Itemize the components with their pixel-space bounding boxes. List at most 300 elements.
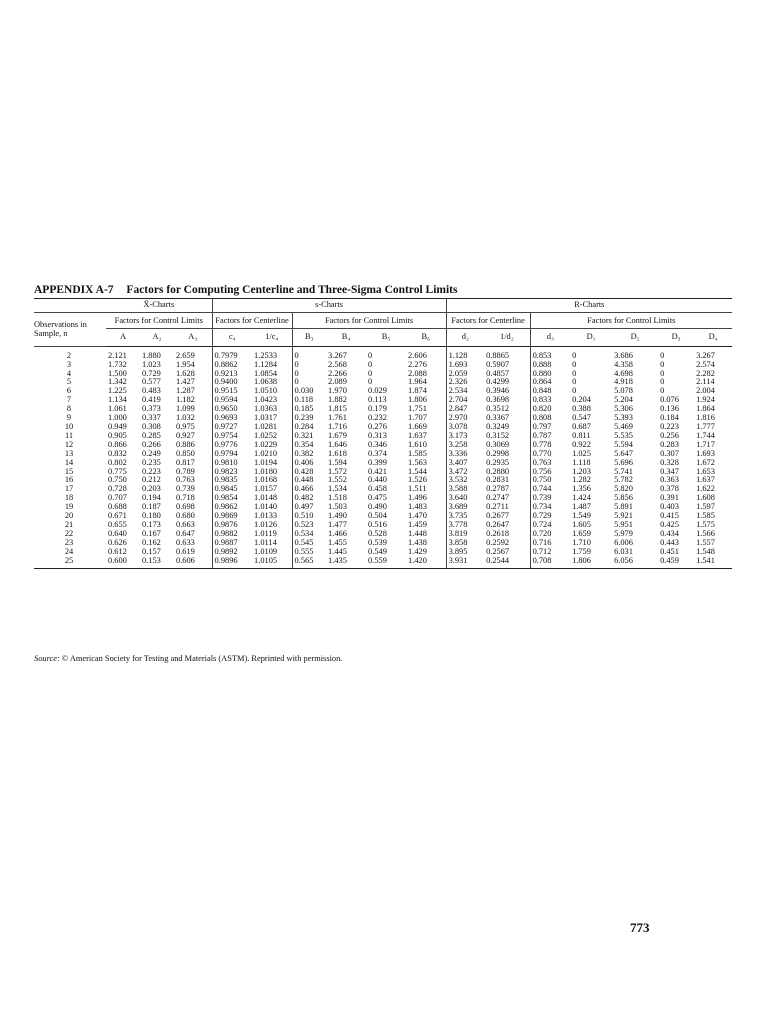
factor-cell: 2.659 <box>176 350 195 360</box>
factor-cell: 0.2647 <box>486 519 510 529</box>
factor-cell: 5.921 <box>614 511 633 521</box>
factor-cell: 1.025 <box>572 448 591 458</box>
factor-cell: 1.806 <box>408 395 427 405</box>
factor-cell: 0.239 <box>292 414 326 423</box>
factor-cell: 5.078 <box>614 386 633 396</box>
factor-cell: 5.306 <box>614 404 633 414</box>
factor-cell: 1.445 <box>328 546 347 556</box>
factor-cell: 0.763 <box>530 459 570 468</box>
factor-cell: 0.194 <box>142 493 161 503</box>
factor-cell: 0.4857 <box>486 368 510 378</box>
column-header: A₃ <box>174 328 212 346</box>
factor-cell: 0.347 <box>660 466 679 476</box>
factor-cell: 5.204 <box>614 395 633 405</box>
factor-cell: 5.951 <box>614 519 633 529</box>
factor-cell: 1.487 <box>572 502 591 512</box>
factor-cell: 0.577 <box>142 377 161 387</box>
factor-cell: 0.5907 <box>486 359 510 369</box>
factor-cell: 0.204 <box>572 395 591 405</box>
factor-cell: 0.8865 <box>486 350 510 360</box>
factor-cell: 2.326 <box>446 378 484 387</box>
factor-cell: 0.9515 <box>212 387 252 396</box>
factor-cell: 3.689 <box>446 503 484 512</box>
factor-cell: 0.337 <box>142 413 161 423</box>
factor-cell: 1.566 <box>696 528 715 538</box>
factor-cell: 2.970 <box>446 414 484 423</box>
factor-cell: 1.118 <box>572 457 591 467</box>
factor-cell: 2.004 <box>696 386 715 396</box>
factor-cell: 0 <box>292 370 326 379</box>
r-charts-header: R-Charts <box>446 299 732 313</box>
factor-cell: 0.750 <box>108 475 127 485</box>
factor-cell: 3.686 <box>614 350 633 360</box>
factor-cell: 1.880 <box>142 350 161 360</box>
factor-cell: 0.9892 <box>212 548 252 557</box>
factor-cell: 1.732 <box>108 359 127 369</box>
factor-cell: 0 <box>572 377 577 387</box>
control-limits-factor-table <box>34 298 732 569</box>
factor-cell: 1.669 <box>408 421 427 431</box>
factor-cell: 1.637 <box>696 475 715 485</box>
factor-cell: 3.407 <box>446 459 484 468</box>
s-limits-subheader: Factors for Control Limits <box>292 312 446 328</box>
r-limits-subheader: Factors for Control Limits <box>530 312 732 328</box>
factor-cell: 0.698 <box>176 502 195 512</box>
factor-cell: 0 <box>660 359 665 369</box>
factor-cell: 0 <box>292 346 326 360</box>
factor-cell: 1.225 <box>108 386 127 396</box>
factor-cell: 0.328 <box>660 457 679 467</box>
factor-cell: 1.874 <box>408 386 427 396</box>
factor-cell: 0.466 <box>292 485 326 494</box>
factor-cell: 0.030 <box>292 387 326 396</box>
factor-cell: 2.266 <box>328 368 347 378</box>
factor-cell: 0.284 <box>292 423 326 432</box>
column-header: D₃ <box>658 328 694 346</box>
factor-cell: 0.775 <box>108 466 127 476</box>
factor-cell: 0.9835 <box>212 476 252 485</box>
factor-cell: 0.249 <box>142 448 161 458</box>
appendix-heading: Factors for Computing Centerline and Three-Sigma Control Limits <box>126 284 458 296</box>
appendix-label: APPENDIX A-7 <box>34 284 114 296</box>
factor-cell: 0.113 <box>368 395 387 405</box>
factor-cell: 0.415 <box>660 511 679 521</box>
column-header: 1/d₂ <box>484 328 530 346</box>
factor-cell: 0.808 <box>530 414 570 423</box>
factor-cell: 5.647 <box>614 448 633 458</box>
factor-cell: 1.438 <box>408 537 427 547</box>
factor-cell: 0.497 <box>292 503 326 512</box>
factor-cell: 0.4299 <box>486 377 510 387</box>
factor-cell: 1.182 <box>176 395 195 405</box>
factor-cell: 0.2831 <box>486 475 510 485</box>
factor-cell: 0.516 <box>368 519 387 529</box>
factor-cell: 0.820 <box>530 405 570 414</box>
sample-size-cell: 7 <box>66 395 72 405</box>
factor-cell: 0.3152 <box>486 430 510 440</box>
factor-cell: 0.9213 <box>212 370 252 379</box>
factor-cell: 0.549 <box>368 546 387 556</box>
sample-size-cell: 23 <box>64 537 74 547</box>
factor-cell: 3.778 <box>446 521 484 530</box>
factor-cell: 1.605 <box>572 519 591 529</box>
factor-cell: 0.3512 <box>486 404 510 414</box>
column-header: A₂ <box>140 328 174 346</box>
factor-cell: 0.787 <box>530 432 570 441</box>
factor-cell: 1.2533 <box>254 350 278 360</box>
factor-cell: 0.185 <box>292 405 326 414</box>
factor-cell: 0.029 <box>368 386 387 396</box>
factor-cell: 1.0510 <box>254 386 278 396</box>
factor-cell: 2.276 <box>408 359 427 369</box>
factor-cell: 0.9810 <box>212 459 252 468</box>
factor-cell: 1.622 <box>696 484 715 494</box>
factor-cell: 1.0252 <box>254 430 278 440</box>
factor-cell: 0.797 <box>530 423 570 432</box>
factor-cell: 2.568 <box>328 359 347 369</box>
factor-cell: 0.687 <box>572 421 591 431</box>
factor-cell: 0.778 <box>530 441 570 450</box>
factor-cell: 1.653 <box>696 466 715 476</box>
sample-size-cell: 13 <box>64 448 74 458</box>
factor-cell: 3.819 <box>446 530 484 539</box>
factor-cell: 1.744 <box>696 430 715 440</box>
sample-size-cell: 17 <box>64 484 74 494</box>
factor-cell: 1.716 <box>328 421 347 431</box>
factor-cell: 1.0133 <box>254 511 278 521</box>
factor-cell: 5.979 <box>614 528 633 538</box>
factor-cell: 1.0119 <box>254 528 277 538</box>
factor-cell: 2.847 <box>446 405 484 414</box>
sample-size-cell: 16 <box>64 475 74 485</box>
sample-size-cell: 2 <box>66 350 72 360</box>
factor-cell: 0.545 <box>292 539 326 548</box>
factor-cell: 1.500 <box>108 368 127 378</box>
factor-cell: 0.9862 <box>212 503 252 512</box>
table-row <box>34 346 732 360</box>
factor-cell: 1.0140 <box>254 502 278 512</box>
factor-cell: 1.424 <box>572 493 591 503</box>
factor-cell: 0.374 <box>368 448 387 458</box>
factor-cell: 0.179 <box>368 404 387 414</box>
factor-cell: 0 <box>368 359 373 369</box>
factor-cell: 1.0105 <box>252 557 292 569</box>
factor-cell: 0.421 <box>368 466 387 476</box>
factor-cell: 1.0126 <box>254 519 278 529</box>
column-header: d₂ <box>446 328 484 346</box>
factor-cell: 0.729 <box>530 512 570 521</box>
factor-cell: 0 <box>660 368 665 378</box>
factor-cell: 0.2935 <box>486 457 510 467</box>
factor-cell: 0.459 <box>658 557 694 569</box>
factor-cell: 0 <box>572 386 577 396</box>
factor-cell: 1.0168 <box>254 475 278 485</box>
column-header: D₄ <box>694 328 732 346</box>
factor-cell: 0.734 <box>530 503 570 512</box>
factor-cell: 1.0229 <box>254 439 278 449</box>
factor-cell: 0.2677 <box>486 511 510 521</box>
factor-cell: 0.223 <box>660 421 679 431</box>
factor-cell: 0.173 <box>142 519 161 529</box>
factor-cell: 0.2711 <box>486 502 509 512</box>
factor-cell: 0.534 <box>292 530 326 539</box>
factor-cell: 0.3698 <box>486 395 510 405</box>
factor-cell: 1.455 <box>328 537 347 547</box>
sample-size-cell: 25 <box>34 557 106 569</box>
s-centerline-subheader: Factors for Centerline <box>212 312 292 328</box>
factor-cell: 0.975 <box>176 421 195 431</box>
factor-cell: 1.563 <box>408 457 427 467</box>
factor-cell: 0 <box>660 386 665 396</box>
xbar-limits-subheader: Factors for Control Limits <box>106 312 212 328</box>
factor-cell: 3.532 <box>446 476 484 485</box>
factor-cell: 0.378 <box>660 484 679 494</box>
factor-cell: 0.321 <box>292 432 326 441</box>
column-header: B₆ <box>406 328 446 346</box>
factor-cell: 1.477 <box>328 519 347 529</box>
factor-cell: 0.9887 <box>212 539 252 548</box>
factor-cell: 0.756 <box>530 468 570 477</box>
factor-cell: 0.510 <box>292 512 326 521</box>
sample-size-cell: 22 <box>64 528 74 538</box>
factor-cell: 0.308 <box>142 421 161 431</box>
factor-cell: 1.717 <box>696 439 715 449</box>
factor-cell: 0.425 <box>660 519 679 529</box>
factor-cell: 1.954 <box>176 359 195 369</box>
factor-cell: 0.223 <box>142 466 161 476</box>
factor-cell: 0 <box>368 377 373 387</box>
factor-cell: 0.9693 <box>212 414 252 423</box>
appendix-title <box>34 284 734 296</box>
factor-cell: 1.459 <box>408 519 427 529</box>
factor-cell: 0.2880 <box>486 466 510 476</box>
factor-cell: 1.815 <box>328 404 347 414</box>
factor-cell: 0.802 <box>108 457 127 467</box>
factor-cell: 0.403 <box>660 502 679 512</box>
column-header: D₂ <box>612 328 658 346</box>
factor-cell: 0.266 <box>142 439 161 449</box>
factor-cell: 3.336 <box>446 450 484 459</box>
factor-cell: 0.382 <box>292 450 326 459</box>
factor-cell: 0.9854 <box>212 494 252 503</box>
factor-cell: 0.708 <box>530 557 570 569</box>
factor-cell: 0.647 <box>176 528 195 538</box>
factor-cell: 0.633 <box>176 537 195 547</box>
factor-cell: 1.0317 <box>254 413 278 423</box>
factor-cell: 1.134 <box>108 395 127 405</box>
factor-cell: 1.864 <box>696 404 715 414</box>
factor-cell: 0.256 <box>660 430 679 440</box>
factor-cell: 0.763 <box>176 475 195 485</box>
factor-cell: 1.572 <box>328 466 347 476</box>
factor-cell: 0 <box>292 378 326 387</box>
factor-cell: 1.203 <box>572 466 591 476</box>
factor-cell: 0.440 <box>368 475 387 485</box>
factor-cell: 0.157 <box>142 546 161 556</box>
factor-cell: 5.782 <box>614 475 633 485</box>
factor-cell: 0.864 <box>530 378 570 387</box>
factor-cell: 0.729 <box>142 368 161 378</box>
factor-cell: 1.490 <box>328 511 347 521</box>
factor-cell: 0.927 <box>176 430 195 440</box>
factor-cell: 0.850 <box>176 448 195 458</box>
source-note <box>34 654 342 663</box>
factor-cell: 3.078 <box>446 423 484 432</box>
factor-cell: 0.391 <box>660 493 679 503</box>
factor-cell: 0.307 <box>660 448 679 458</box>
sample-size-cell: 19 <box>64 502 74 512</box>
factor-cell: 0.811 <box>572 430 591 440</box>
factor-cell: 1.693 <box>446 361 484 370</box>
factor-cell: 0.283 <box>660 439 679 449</box>
factor-cell: 2.282 <box>696 368 715 378</box>
factor-cell: 0.482 <box>292 494 326 503</box>
factor-cell: 5.856 <box>614 493 633 503</box>
factor-cell: 0.949 <box>108 421 127 431</box>
factor-cell: 1.548 <box>696 546 715 556</box>
factor-cell: 1.552 <box>328 475 347 485</box>
factor-cell: 1.0281 <box>254 421 278 431</box>
factor-cell: 0.406 <box>292 459 326 468</box>
factor-cell: 1.427 <box>176 377 195 387</box>
factor-cell: 1.287 <box>176 386 195 396</box>
sample-size-cell: 11 <box>64 430 74 440</box>
column-header: B₃ <box>292 328 326 346</box>
source-label: Source: <box>34 654 60 663</box>
factor-cell: 3.267 <box>696 350 715 360</box>
factor-cell: 0.547 <box>572 413 591 423</box>
factor-cell: 1.466 <box>328 528 347 538</box>
factor-cell: 1.882 <box>328 395 347 405</box>
factor-cell: 1.549 <box>572 511 591 521</box>
factor-cell: 0.434 <box>660 528 679 538</box>
factor-cell: 0.718 <box>176 493 195 503</box>
factor-cell: 4.918 <box>614 377 633 387</box>
factor-cell: 1.585 <box>696 511 715 521</box>
factor-cell: 1.470 <box>408 511 427 521</box>
factor-cell: 0.523 <box>292 521 326 530</box>
factor-cell: 3.858 <box>446 539 484 548</box>
factor-cell: 1.282 <box>572 475 591 485</box>
factor-cell: 1.544 <box>408 466 427 476</box>
factor-cell: 0.428 <box>292 468 326 477</box>
factor-cell: 3.267 <box>328 350 347 360</box>
factor-cell: 6.031 <box>614 546 633 556</box>
factor-cell: 1.672 <box>696 457 715 467</box>
factor-cell: 3.735 <box>446 512 484 521</box>
sample-size-cell: 15 <box>64 466 74 476</box>
factor-cell: 0.655 <box>108 519 127 529</box>
factor-cell: 0 <box>660 377 665 387</box>
factor-cell: 0.399 <box>368 457 387 467</box>
factor-cell: 5.469 <box>614 421 633 431</box>
factor-cell: 2.574 <box>696 359 715 369</box>
factor-cell: 1.618 <box>328 448 347 458</box>
factor-cell: 2.704 <box>446 396 484 405</box>
factor-cell: 2.606 <box>408 350 427 360</box>
factor-cell: 0.2787 <box>486 484 510 494</box>
factor-cell: 0.9845 <box>212 485 252 494</box>
page-number: 773 <box>630 920 650 935</box>
factor-cell: 2.088 <box>408 368 427 378</box>
factor-cell: 0.346 <box>368 439 387 449</box>
s-charts-header: s-Charts <box>212 299 446 313</box>
factor-cell: 5.820 <box>614 484 633 494</box>
factor-cell: 0.539 <box>368 537 387 547</box>
sample-size-cell: 4 <box>66 368 72 378</box>
factor-cell: 0 <box>292 361 326 370</box>
sample-size-cell: 18 <box>64 493 74 503</box>
factor-cell: 0.9727 <box>212 423 252 432</box>
sample-size-cell: 9 <box>66 413 72 423</box>
factor-cell: 0.9823 <box>212 468 252 477</box>
factor-cell: 0.490 <box>368 502 387 512</box>
factor-cell: 1.0363 <box>254 404 278 414</box>
factor-cell: 1.1284 <box>254 359 278 369</box>
factor-cell: 1.0180 <box>254 466 278 476</box>
column-header: c₄ <box>212 328 252 346</box>
r-centerline-subheader: Factors for Centerline <box>446 312 530 328</box>
factor-cell: 0.180 <box>142 511 161 521</box>
factor-cell: 1.0194 <box>254 457 278 467</box>
factor-cell: 3.895 <box>446 548 484 557</box>
factor-cell: 0.162 <box>142 537 161 547</box>
factor-cell: 1.970 <box>328 386 347 396</box>
column-header: D₁ <box>570 328 612 346</box>
factor-cell: 0.880 <box>530 370 570 379</box>
factor-cell: 0.744 <box>530 485 570 494</box>
factor-cell: 0.724 <box>530 521 570 530</box>
factor-cell: 0.663 <box>176 519 195 529</box>
factor-cell: 3.640 <box>446 494 484 503</box>
factor-cell: 3.258 <box>446 441 484 450</box>
factor-cell: 0.187 <box>142 502 161 512</box>
factor-cell: 1.342 <box>108 377 127 387</box>
factor-cell: 0.9794 <box>212 450 252 459</box>
factor-cell: 3.173 <box>446 432 484 441</box>
factor-cell: 0.313 <box>368 430 387 440</box>
factor-cell: 5.696 <box>614 457 633 467</box>
column-header: B₅ <box>366 328 406 346</box>
factor-cell: 0.136 <box>660 404 679 414</box>
factor-cell: 0.7979 <box>212 346 252 360</box>
factor-cell: 0.9876 <box>212 521 252 530</box>
sample-size-cell: 20 <box>64 511 74 521</box>
factor-cell: 0.076 <box>660 395 679 405</box>
factor-cell: 1.751 <box>408 404 427 414</box>
factor-cell: 1.679 <box>328 430 347 440</box>
factor-cell: 1.0854 <box>254 368 278 378</box>
factor-cell: 1.707 <box>408 413 427 423</box>
factor-cell: 0.235 <box>142 457 161 467</box>
factor-cell: 1.557 <box>696 537 715 547</box>
factor-cell: 1.518 <box>328 493 347 503</box>
factor-cell: 0.458 <box>368 484 387 494</box>
factor-cell: 1.659 <box>572 528 591 538</box>
factor-cell: 1.610 <box>408 439 427 449</box>
factor-cell: 0.671 <box>108 511 127 521</box>
factor-cell: 0.483 <box>142 386 161 396</box>
factor-cell: 0.9594 <box>212 396 252 405</box>
column-header: 1/c₄ <box>252 328 292 346</box>
factor-cell: 0.606 <box>174 557 212 569</box>
factor-cell: 1.483 <box>408 502 427 512</box>
factor-cell: 0.720 <box>530 530 570 539</box>
sample-size-cell: 3 <box>66 359 72 369</box>
factor-cell: 4.358 <box>614 359 633 369</box>
factor-cell: 0.203 <box>142 484 161 494</box>
factor-cell: 1.0157 <box>254 484 278 494</box>
